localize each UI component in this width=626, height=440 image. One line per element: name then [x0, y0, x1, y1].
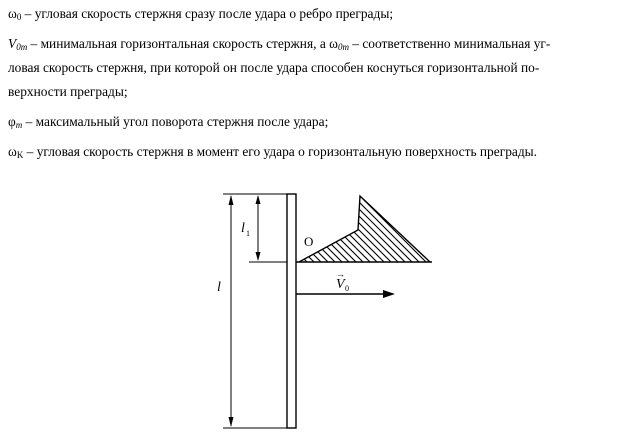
- symbol-v: V: [8, 36, 17, 51]
- label-v-subscript: 0: [345, 284, 349, 293]
- obstacle-wedge: [280, 179, 440, 262]
- label-l1: l: [241, 221, 245, 236]
- symbol-omega: ω: [329, 36, 338, 51]
- dimension-l: [223, 194, 287, 428]
- rod: [287, 194, 296, 428]
- symbol-omega: ω: [8, 6, 17, 21]
- subscript: K: [16, 150, 24, 160]
- definition-text: – угловая скорость стержня в момент его удара о горизонтальную поверхность преграды.: [23, 144, 537, 159]
- label-l1-subscript: 1: [246, 229, 250, 238]
- definition-text: – максимальный угол поворота стержня после удара;: [22, 114, 329, 129]
- label-l: l: [217, 280, 221, 295]
- subscript: m: [15, 120, 23, 130]
- subscript: 0m: [337, 42, 349, 52]
- definition-text: – угловая скорость стержня сразу после удара о ребро преграды;: [21, 6, 394, 21]
- definition-text: – минимальная горизонтальная скорость стержня, а: [27, 36, 330, 51]
- dimension-l1: [249, 194, 287, 262]
- symbol-phi: φ: [8, 114, 16, 129]
- label-v-vector-arrow: →: [336, 269, 345, 279]
- subscript: 0m: [16, 42, 28, 52]
- definition-text: – соответственно минимальная уг-: [348, 36, 551, 51]
- label-point-o: O: [304, 234, 314, 249]
- label-v: V: [336, 277, 345, 292]
- definition-text: ловая скорость стержня, при которой он после удара способен коснуться горизонтальной по-: [8, 60, 540, 75]
- subscript: 0: [16, 12, 22, 22]
- definition-text: верхности преграды;: [8, 84, 128, 99]
- symbol-omega: ω: [8, 144, 17, 159]
